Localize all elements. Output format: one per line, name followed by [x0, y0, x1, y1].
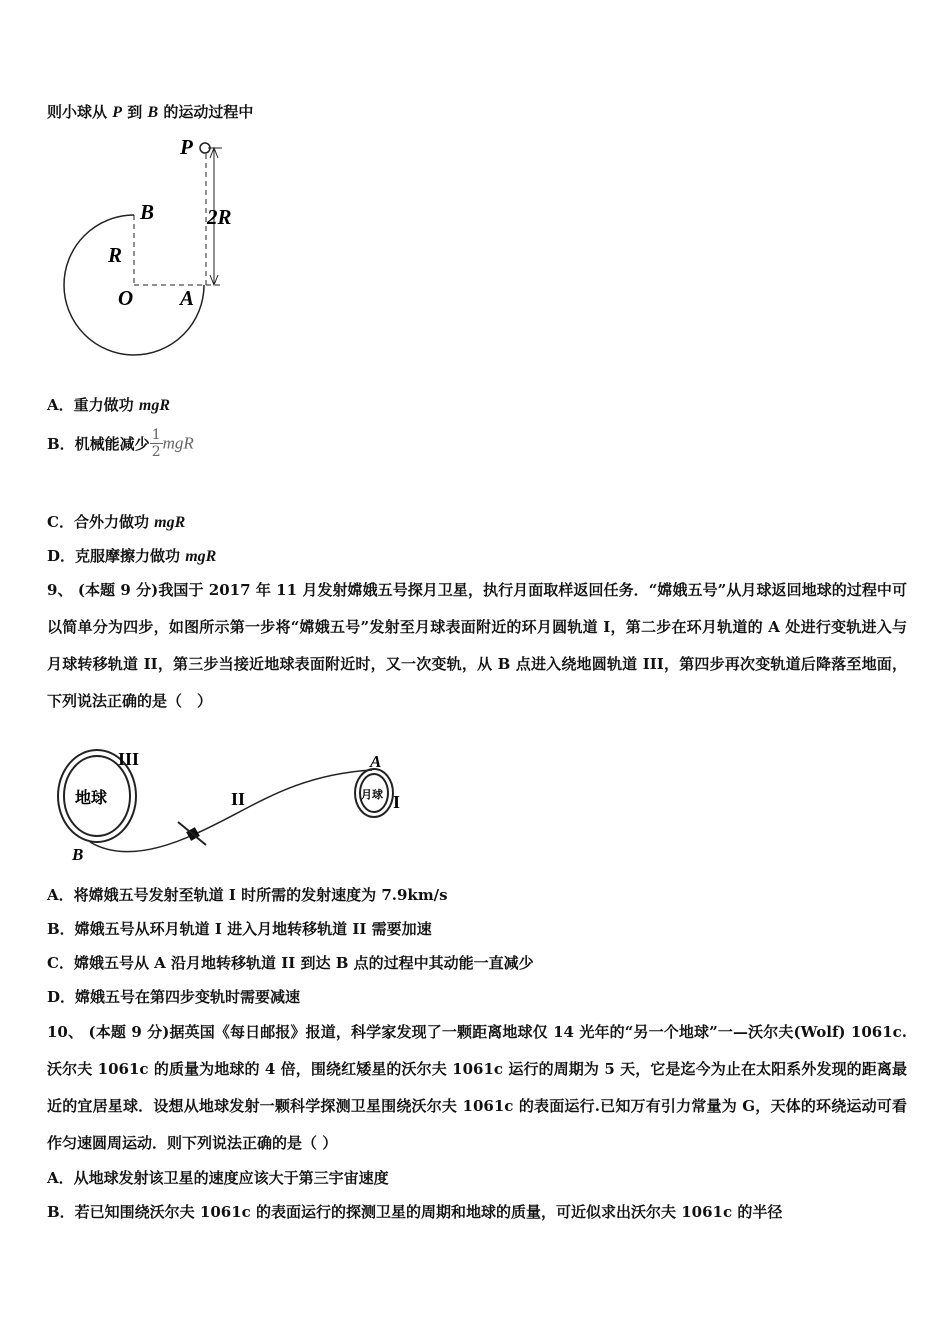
q8-option-a[interactable]	[47, 395, 170, 416]
q8-stem	[47, 102, 253, 123]
point-p: P	[112, 104, 123, 121]
q10-option-a[interactable]: A．从地球发射该卫星的速度应该大于第三宇宙速度	[47, 1169, 389, 1187]
satellite-icon	[178, 822, 206, 845]
label-i: I	[393, 792, 401, 812]
q9-option-a[interactable]: A．将嫦娥五号发射至轨道 I 时所需的发射速度为 7.9km/s	[47, 886, 448, 904]
math: mgR	[138, 397, 170, 414]
label-b: B	[72, 845, 84, 864]
text: A．重力做功	[47, 396, 139, 414]
text: D．克服摩擦力做功	[47, 547, 186, 565]
fraction	[150, 427, 163, 460]
math: mgR	[162, 433, 194, 453]
q9-option-d[interactable]: D．嫦娥五号在第四步变轨时需要减速	[47, 988, 301, 1006]
q8-option-c[interactable]	[47, 512, 185, 533]
label-a: A	[180, 286, 195, 310]
label-2r: 2R	[207, 205, 232, 229]
text: 则小球从	[47, 103, 113, 121]
transfer-orbit-ii	[90, 770, 372, 852]
math: mgR	[185, 548, 217, 565]
q8-option-b[interactable]	[47, 427, 194, 460]
numerator: 1	[151, 427, 161, 443]
text: B．机械能减少	[47, 435, 150, 453]
q10-stem: 10、 (本题 9 分)据英国《每日邮报》报道，科学家发现了一颗距离地球仅 14 光年的“另一个地球”一—沃尔夫(Wolf) 1061c.沃尔夫 1061c 的质量为地球的 4 倍，围绕红矮星的沃尔夫 1061c 运行的周期为 5 天，它是迄今为止在太阳系外发现的距离最近的宜居星球．设想从地球发射一颗科学探测卫星围绕沃尔夫 1061c 的表面运行.已知万有引力常量为 G，天体的环绕运动可看作匀速圆周运动．则下列说法正确的是（ ）	[47, 1023, 907, 1152]
math: mgR	[154, 514, 186, 531]
label-earth: 地球	[75, 790, 108, 807]
label-r: R	[108, 243, 123, 267]
q8-option-d[interactable]	[47, 546, 216, 567]
label-moon: 月球	[361, 789, 383, 801]
label-ii: II	[231, 789, 246, 809]
q9-stem: 9、 (本题 9 分)我国于 2017 年 11 月发射嫦娥五号探月卫星，执行月面取样返回任务．“嫦娥五号”从月球返回地球的过程中可以简单分为四步，如图所示第一步将“嫦娥五号”发射至月球表面附近的环月圆轨道 I，第二步在环月轨道的 A 处进行变轨进入与月球转移轨道 II，第三步当接近地球表面附近时，又一次变轨，从 B 点进入绕地圆轨道 III，第四步再次变轨道后降落至地面，下列说法正确的是（ ）	[47, 581, 907, 710]
q9-option-b[interactable]: B．嫦娥五号从环月轨道 I 进入月地转移轨道 II 需要加速	[47, 920, 432, 938]
label-p: P	[180, 135, 193, 159]
label-a: A	[370, 752, 382, 771]
q9-option-c[interactable]: C．嫦娥五号从 A 沿月地转移轨道 II 到达 B 点的过程中其动能一直减少	[47, 954, 534, 972]
text: C．合外力做功	[47, 513, 155, 531]
denominator: 2	[151, 444, 161, 460]
orbit-diagram	[50, 740, 420, 870]
q10-option-b[interactable]: B．若已知围绕沃尔夫 1061c 的表面运行的探测卫星的周期和地球的质量，可近似求出沃尔夫 1061c 的半径	[47, 1203, 783, 1221]
label-iii: III	[118, 749, 140, 769]
label-o: O	[118, 286, 134, 310]
label-b: B	[140, 200, 155, 224]
text: 的运动过程中	[158, 103, 254, 121]
point-b: B	[147, 104, 159, 121]
track-diagram	[50, 130, 250, 365]
text: 到	[122, 103, 148, 121]
